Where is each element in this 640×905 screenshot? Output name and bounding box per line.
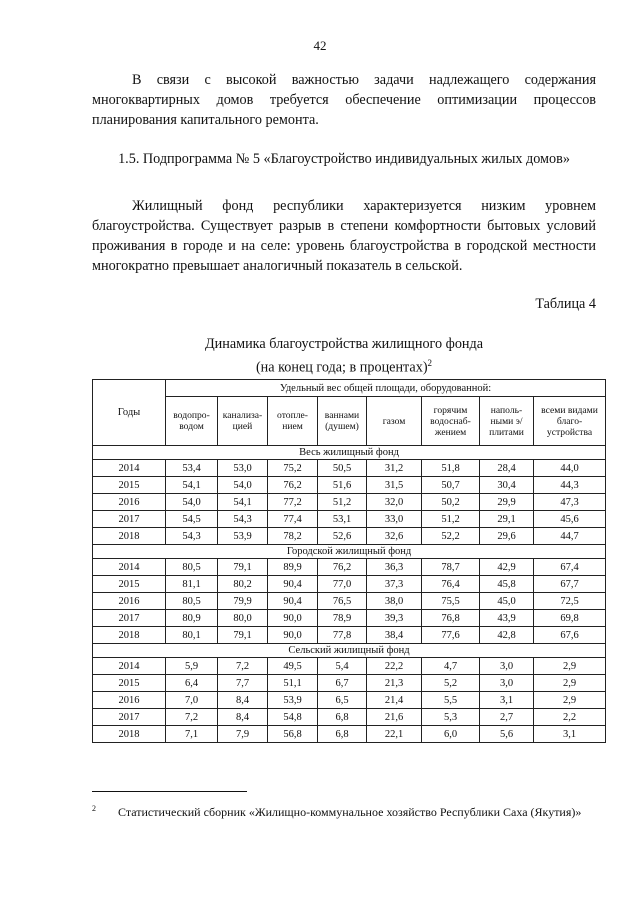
value-cell: 54,0 <box>218 477 268 494</box>
value-cell: 54,0 <box>166 494 218 511</box>
value-cell: 54,1 <box>218 494 268 511</box>
column-header: горячим водоснаб-жением <box>422 397 480 446</box>
value-cell: 7,2 <box>218 658 268 675</box>
value-cell: 7,2 <box>166 709 218 726</box>
footnote-mark: 2 <box>92 804 96 813</box>
years-column-header: Годы <box>93 380 166 446</box>
value-cell: 75,5 <box>422 593 480 610</box>
section-row <box>93 545 606 559</box>
table-row <box>93 593 606 610</box>
footnote-reference: 2 <box>427 358 433 368</box>
value-cell: 80,9 <box>166 610 218 627</box>
value-cell: 38,4 <box>367 627 422 644</box>
value-cell: 30,4 <box>480 477 534 494</box>
footnote-text: Статистический сборник «Жилищно-коммунальное хозяйство Республики Саха (Якутия)» <box>118 805 582 819</box>
value-cell: 21,4 <box>367 692 422 709</box>
value-cell: 76,5 <box>318 593 367 610</box>
value-cell: 56,8 <box>268 726 318 743</box>
footnote-divider <box>92 791 247 792</box>
section-row <box>93 644 606 658</box>
year-cell: 2015 <box>93 675 166 692</box>
value-cell: 6,4 <box>166 675 218 692</box>
section-paragraph <box>92 196 596 276</box>
value-cell: 78,9 <box>318 610 367 627</box>
value-cell: 5,9 <box>166 658 218 675</box>
table-row <box>93 675 606 692</box>
value-cell: 89,9 <box>268 559 318 576</box>
value-cell: 31,2 <box>367 460 422 477</box>
value-cell: 33,0 <box>367 511 422 528</box>
value-cell: 7,1 <box>166 726 218 743</box>
value-cell: 45,0 <box>480 593 534 610</box>
section-title: Сельский жилищный фонд <box>93 644 606 658</box>
value-cell: 39,3 <box>367 610 422 627</box>
table-row <box>93 576 606 593</box>
year-cell: 2015 <box>93 477 166 494</box>
year-cell: 2014 <box>93 658 166 675</box>
value-cell: 2,9 <box>534 658 606 675</box>
value-cell: 2,2 <box>534 709 606 726</box>
value-cell: 5,5 <box>422 692 480 709</box>
table-label: Таблица 4 <box>535 296 596 312</box>
section-title: Весь жилищный фонд <box>93 446 606 460</box>
value-cell: 49,5 <box>268 658 318 675</box>
value-cell: 31,5 <box>367 477 422 494</box>
value-cell: 3,0 <box>480 675 534 692</box>
value-cell: 42,8 <box>480 627 534 644</box>
value-cell: 54,5 <box>166 511 218 528</box>
column-headers-row <box>93 397 606 446</box>
value-cell: 45,6 <box>534 511 606 528</box>
value-cell: 36,3 <box>367 559 422 576</box>
value-cell: 76,4 <box>422 576 480 593</box>
table-title-line1: Динамика благоустройства жилищного фонда <box>204 336 484 352</box>
value-cell: 42,9 <box>480 559 534 576</box>
value-cell: 5,4 <box>318 658 367 675</box>
value-cell: 51,2 <box>422 511 480 528</box>
section-row <box>93 446 606 460</box>
value-cell: 7,0 <box>166 692 218 709</box>
table-row <box>93 709 606 726</box>
value-cell: 44,7 <box>534 528 606 545</box>
table-title-line2: (на конец года; в процентах) <box>255 359 428 376</box>
value-cell: 51,6 <box>318 477 367 494</box>
value-cell: 37,3 <box>367 576 422 593</box>
value-cell: 6,7 <box>318 675 367 692</box>
value-cell: 8,4 <box>218 692 268 709</box>
value-cell: 29,6 <box>480 528 534 545</box>
value-cell: 50,7 <box>422 477 480 494</box>
value-cell: 52,6 <box>318 528 367 545</box>
value-cell: 90,0 <box>268 610 318 627</box>
value-cell: 67,4 <box>534 559 606 576</box>
value-cell: 80,1 <box>166 627 218 644</box>
table-row <box>93 658 606 675</box>
year-cell: 2014 <box>93 559 166 576</box>
value-cell: 79,1 <box>218 559 268 576</box>
value-cell: 6,8 <box>318 709 367 726</box>
section-heading: 1.5. Подпрограмма № 5 «Благоустройство индивидуальных жилых домов» <box>118 151 570 167</box>
value-cell: 67,6 <box>534 627 606 644</box>
value-cell: 67,7 <box>534 576 606 593</box>
column-header: наполь-ными э/плитами <box>480 397 534 446</box>
value-cell: 50,5 <box>318 460 367 477</box>
value-cell: 3,1 <box>480 692 534 709</box>
value-cell: 28,4 <box>480 460 534 477</box>
year-cell: 2017 <box>93 610 166 627</box>
value-cell: 90,0 <box>268 627 318 644</box>
table-row <box>93 477 606 494</box>
year-cell: 2016 <box>93 494 166 511</box>
value-cell: 76,2 <box>318 559 367 576</box>
value-cell: 80,5 <box>166 559 218 576</box>
value-cell: 53,9 <box>218 528 268 545</box>
value-cell: 77,2 <box>268 494 318 511</box>
value-cell: 90,4 <box>268 593 318 610</box>
value-cell: 5,2 <box>422 675 480 692</box>
value-cell: 38,0 <box>367 593 422 610</box>
intro-paragraph-text: В связи с высокой важностью задачи надлежащего содержания многоквартирных домов требуется обеспечение оптимизации процессов планирования капитального ремонта. <box>92 72 596 128</box>
table-body <box>93 446 606 743</box>
value-cell: 3,1 <box>534 726 606 743</box>
value-cell: 44,3 <box>534 477 606 494</box>
value-cell: 76,2 <box>268 477 318 494</box>
value-cell: 21,3 <box>367 675 422 692</box>
value-cell: 2,7 <box>480 709 534 726</box>
value-cell: 54,1 <box>166 477 218 494</box>
year-cell: 2014 <box>93 460 166 477</box>
value-cell: 54,3 <box>218 511 268 528</box>
value-cell: 72,5 <box>534 593 606 610</box>
table-row <box>93 692 606 709</box>
value-cell: 69,8 <box>534 610 606 627</box>
value-cell: 50,2 <box>422 494 480 511</box>
value-cell: 81,1 <box>166 576 218 593</box>
value-cell: 53,0 <box>218 460 268 477</box>
value-cell: 78,2 <box>268 528 318 545</box>
value-cell: 29,1 <box>480 511 534 528</box>
value-cell: 54,8 <box>268 709 318 726</box>
table-row <box>93 627 606 644</box>
column-header: всеми видами благо-устройства <box>534 397 606 446</box>
value-cell: 80,0 <box>218 610 268 627</box>
value-cell: 6,5 <box>318 692 367 709</box>
value-cell: 77,0 <box>318 576 367 593</box>
value-cell: 22,1 <box>367 726 422 743</box>
value-cell: 7,9 <box>218 726 268 743</box>
value-cell: 32,0 <box>367 494 422 511</box>
housing-amenities-table <box>92 379 606 743</box>
year-cell: 2016 <box>93 593 166 610</box>
value-cell: 53,9 <box>268 692 318 709</box>
column-header: газом <box>367 397 422 446</box>
value-cell: 44,0 <box>534 460 606 477</box>
year-cell: 2018 <box>93 726 166 743</box>
value-cell: 45,8 <box>480 576 534 593</box>
year-cell: 2017 <box>93 709 166 726</box>
value-cell: 4,7 <box>422 658 480 675</box>
year-cell: 2018 <box>93 528 166 545</box>
value-cell: 78,7 <box>422 559 480 576</box>
page-number: 42 <box>313 38 327 53</box>
table-row <box>93 559 606 576</box>
table-row <box>93 610 606 627</box>
value-cell: 7,7 <box>218 675 268 692</box>
value-cell: 3,0 <box>480 658 534 675</box>
table-row <box>93 726 606 743</box>
value-cell: 51,1 <box>268 675 318 692</box>
year-cell: 2015 <box>93 576 166 593</box>
section-paragraph-text: Жилищный фонд республики характеризуется низким уровнем благоустройства. Существует разрыв в степени комфортности бытовых условий проживания в городе и на селе: уровень благоустройства в городской местности многократно превышает аналогичный показатель в сельской. <box>92 198 596 274</box>
year-cell: 2017 <box>93 511 166 528</box>
value-cell: 51,2 <box>318 494 367 511</box>
value-cell: 53,4 <box>166 460 218 477</box>
value-cell: 6,0 <box>422 726 480 743</box>
value-cell: 77,8 <box>318 627 367 644</box>
group-column-header: Удельный вес общей площади, оборудованной: <box>166 380 606 397</box>
section-title: Городской жилищный фонд <box>93 545 606 559</box>
value-cell: 77,4 <box>268 511 318 528</box>
table-title <box>92 335 596 378</box>
value-cell: 80,2 <box>218 576 268 593</box>
value-cell: 54,3 <box>166 528 218 545</box>
value-cell: 76,8 <box>422 610 480 627</box>
value-cell: 47,3 <box>534 494 606 511</box>
value-cell: 22,2 <box>367 658 422 675</box>
value-cell: 32,6 <box>367 528 422 545</box>
value-cell: 79,9 <box>218 593 268 610</box>
intro-paragraph <box>92 70 596 130</box>
column-header: водопро-водом <box>166 397 218 446</box>
value-cell: 21,6 <box>367 709 422 726</box>
table-row <box>93 528 606 545</box>
value-cell: 43,9 <box>480 610 534 627</box>
value-cell: 53,1 <box>318 511 367 528</box>
value-cell: 29,9 <box>480 494 534 511</box>
value-cell: 6,8 <box>318 726 367 743</box>
column-header: отопле-нием <box>268 397 318 446</box>
table-row <box>93 460 606 477</box>
value-cell: 2,9 <box>534 675 606 692</box>
value-cell: 52,2 <box>422 528 480 545</box>
table-row <box>93 511 606 528</box>
value-cell: 75,2 <box>268 460 318 477</box>
column-header: ваннами (душем) <box>318 397 367 446</box>
value-cell: 5,6 <box>480 726 534 743</box>
value-cell: 90,4 <box>268 576 318 593</box>
year-cell: 2018 <box>93 627 166 644</box>
value-cell: 2,9 <box>534 692 606 709</box>
value-cell: 77,6 <box>422 627 480 644</box>
value-cell: 5,3 <box>422 709 480 726</box>
value-cell: 80,5 <box>166 593 218 610</box>
year-cell: 2016 <box>93 692 166 709</box>
value-cell: 8,4 <box>218 709 268 726</box>
value-cell: 79,1 <box>218 627 268 644</box>
column-header: канализа-цией <box>218 397 268 446</box>
footnote <box>92 800 596 821</box>
value-cell: 51,8 <box>422 460 480 477</box>
table-row <box>93 494 606 511</box>
